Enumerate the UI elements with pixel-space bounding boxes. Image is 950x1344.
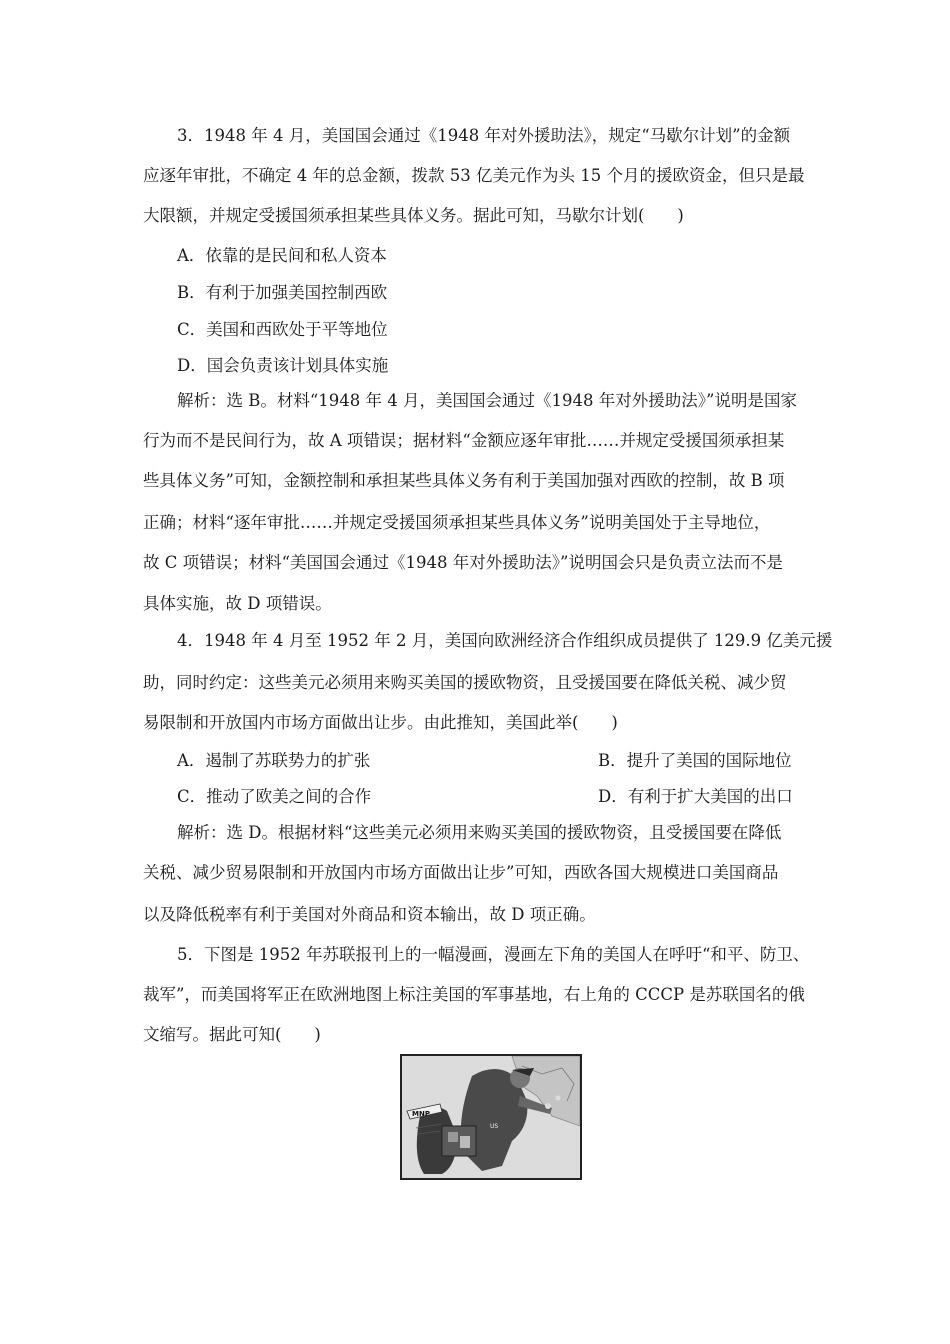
q3-stem-line-3: 大限额，并规定受援国须承担某些具体义务。据此可知，马歇尔计划( ) xyxy=(143,206,684,225)
q4-option-d: D．有利于扩大美国的出口 xyxy=(598,787,793,806)
q3-analysis-line-4: 正确；材料“逐年审批……并规定受援国须承担某些具体义务”说明美国处于主导地位， xyxy=(143,513,771,532)
q4-stem-line-2: 助，同时约定：这些美元必须用来购买美国的援欧物资，且受援国要在降低关税、减少贸 xyxy=(143,673,787,692)
q4-option-b: B．提升了美国的国际地位 xyxy=(598,751,792,770)
cartoon-label-mnp: MNP xyxy=(412,1110,430,1118)
q4-analysis-line-3: 以及降低税率有利于美国对外商品和资本输出，故 D 项正确。 xyxy=(143,905,596,924)
q4-analysis-line-1: 解析：选 D。根据材料“这些美元必须用来购买美国的援欧物资，且受援国要在降低 xyxy=(177,823,782,842)
q3-analysis-line-2: 行为而不是民间行为，故 A 项错误；据材料“金额应逐年审批……并规定受援国须承担某 xyxy=(143,431,785,450)
q3-analysis-line-1: 解析：选 B。材料“1948 年 4 月，美国国会通过《1948 年对外援助法》”说明是国家 xyxy=(177,391,797,410)
cartoon-image xyxy=(400,1054,582,1180)
q4-stem-line-1: 4．1948 年 4 月至 1952 年 2 月，美国向欧洲经济合作组织成员提供了 129.9 亿美元援 xyxy=(177,631,833,650)
q5-stem-line-3: 文缩写。据此可知( ) xyxy=(143,1025,321,1044)
q4-option-c: C．推动了欧美之间的合作 xyxy=(177,787,372,806)
q3-option-d: D．国会负责该计划具体实施 xyxy=(177,356,389,375)
q4-analysis-line-2: 关税、减少贸易限制和开放国内市场方面做出让步”可知，西欧各国大规模进口美国商品 xyxy=(143,863,779,882)
q5-stem-line-1: 5．下图是 1952 年苏联报刊上的一幅漫画，漫画左下角的美国人在呼吁“和平、防卫、 xyxy=(177,945,810,964)
q3-option-a: A．依靠的是民间和私人资本 xyxy=(177,246,387,265)
cartoon-label-us: US xyxy=(490,1123,499,1130)
q3-option-b: B．有利于加强美国控制西欧 xyxy=(177,283,388,302)
q3-analysis-line-6: 具体实施，故 D 项错误。 xyxy=(143,594,332,613)
q3-analysis-line-5: 故 C 项错误；材料“美国国会通过《1948 年对外援助法》”说明国会只是负责立法而不是 xyxy=(143,553,783,572)
cartoon-illustration xyxy=(402,1056,580,1178)
q3-analysis-line-3: 些具体义务”可知，金额控制和承担某些具体义务有利于美国加强对西欧的控制，故 B 项 xyxy=(143,471,785,490)
q3-stem-line-1: 3．1948 年 4 月，美国国会通过《1948 年对外援助法》，规定“马歇尔计划”的金额 xyxy=(177,126,791,145)
q4-option-a: A．遏制了苏联势力的扩张 xyxy=(177,751,371,770)
q3-stem-line-2: 应逐年审批，不确定 4 年的总金额，拨款 53 亿美元作为头 15 个月的援欧资金，但只是最 xyxy=(143,166,805,185)
q4-stem-line-3: 易限制和开放国内市场方面做出让步。由此推知，美国此举( ) xyxy=(143,713,618,732)
q3-option-c: C．美国和西欧处于平等地位 xyxy=(177,320,388,339)
q5-stem-line-2: 裁军”，而美国将军正在欧洲地图上标注美国的军事基地，右上角的 CCCP 是苏联国名的俄 xyxy=(143,985,805,1004)
